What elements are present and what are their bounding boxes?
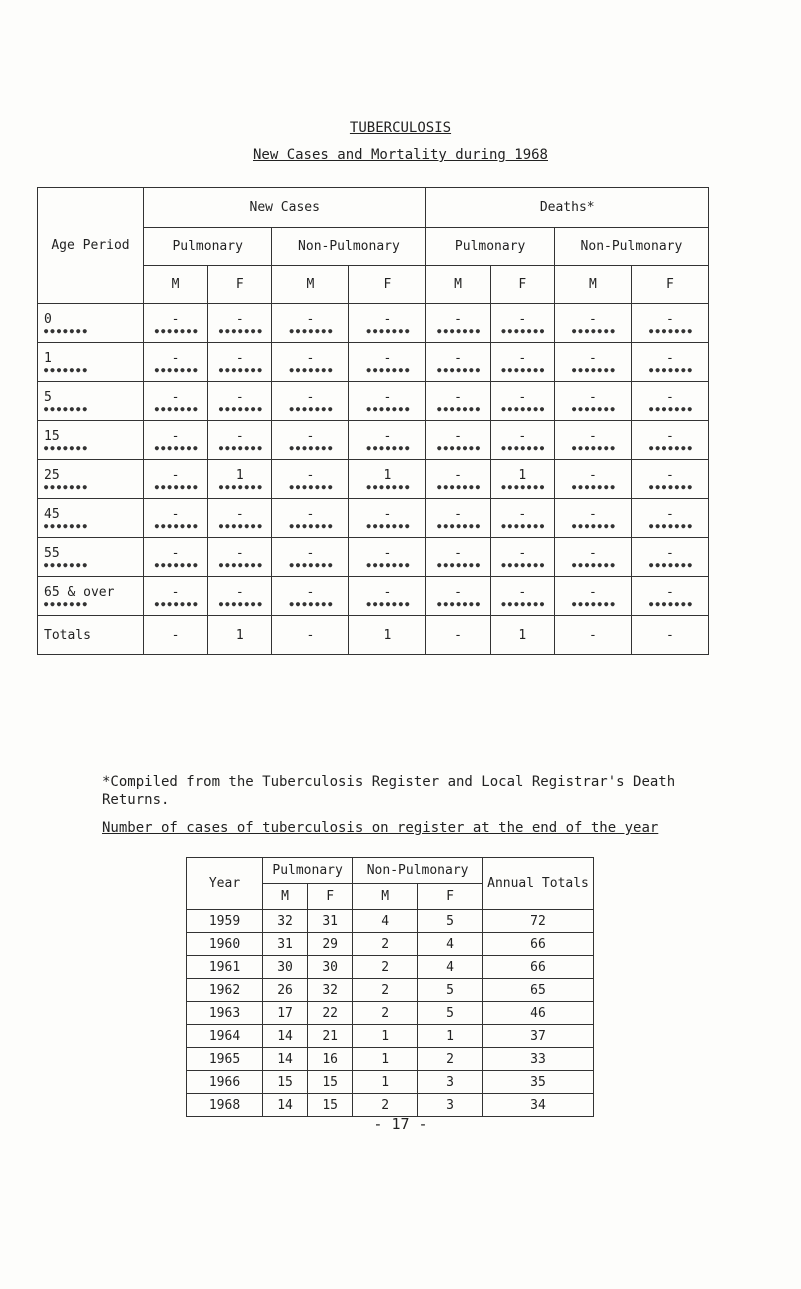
table-cell bbox=[208, 304, 272, 343]
table-cell bbox=[490, 343, 554, 382]
table-cell bbox=[349, 499, 426, 538]
cell-value: - bbox=[588, 584, 597, 600]
cell-value: - bbox=[454, 350, 462, 366]
table-cell: 1 bbox=[418, 1025, 483, 1048]
register-table bbox=[186, 857, 594, 1117]
table-cell bbox=[208, 382, 272, 421]
table-row bbox=[187, 910, 594, 933]
table-cell bbox=[554, 421, 631, 460]
table-cell: 30 bbox=[263, 956, 308, 979]
year-cell: 1966 bbox=[187, 1071, 263, 1094]
year-cell: 1961 bbox=[187, 956, 263, 979]
sex-header: F bbox=[418, 884, 483, 910]
table-cell bbox=[426, 421, 490, 460]
non-pulmonary-header: Non-Pulmonary bbox=[353, 858, 483, 884]
table-cell: 5 bbox=[418, 1002, 483, 1025]
cell-value: - bbox=[171, 506, 180, 522]
table-cell: 29 bbox=[308, 933, 353, 956]
table-cell bbox=[426, 577, 490, 616]
cell-value: - bbox=[383, 350, 392, 366]
cell-value: - bbox=[666, 584, 674, 600]
table-cell: 65 bbox=[483, 979, 594, 1002]
age-cell bbox=[38, 421, 144, 460]
cell-value: - bbox=[518, 311, 527, 327]
register-title: Number of cases of tuberculosis on register at the end of the year bbox=[102, 820, 659, 836]
table-cell: 17 bbox=[263, 1002, 308, 1025]
table-cell bbox=[272, 577, 349, 616]
table-cell bbox=[144, 421, 208, 460]
table-cell bbox=[631, 499, 708, 538]
table-cell: 37 bbox=[483, 1025, 594, 1048]
cell-value: 1 bbox=[235, 467, 244, 483]
table-cell: 34 bbox=[483, 1094, 594, 1117]
age-label: 1 bbox=[44, 350, 52, 366]
cell-value: - bbox=[306, 467, 315, 483]
table-cell bbox=[554, 304, 631, 343]
table-row bbox=[38, 421, 709, 460]
table-cell bbox=[490, 304, 554, 343]
footnote: *Compiled from the Tuberculosis Register and Local Registrar's Death Returns. bbox=[102, 774, 676, 808]
pulmonary-header: Pulmonary bbox=[263, 858, 353, 884]
cell-value: - bbox=[306, 428, 315, 444]
totals-label: Totals bbox=[38, 616, 144, 655]
table-row bbox=[187, 956, 594, 979]
cell-value: - bbox=[306, 389, 315, 405]
table-cell bbox=[631, 382, 708, 421]
table-cell: 30 bbox=[308, 956, 353, 979]
sex-header: M bbox=[263, 884, 308, 910]
totals-row bbox=[38, 616, 709, 655]
cell-value: - bbox=[588, 506, 597, 522]
age-label: 45 bbox=[44, 506, 60, 522]
age-cell bbox=[38, 577, 144, 616]
table-cell bbox=[554, 499, 631, 538]
table-cell bbox=[208, 343, 272, 382]
table-cell: 4 bbox=[418, 956, 483, 979]
table-cell: 26 bbox=[263, 979, 308, 1002]
sex-header: M bbox=[426, 266, 490, 304]
table-cell bbox=[272, 382, 349, 421]
table-cell: 5 bbox=[418, 979, 483, 1002]
table-cell bbox=[554, 343, 631, 382]
cell-value: - bbox=[588, 389, 597, 405]
totals-cell: - bbox=[272, 616, 349, 655]
page-number: - 17 - bbox=[373, 1115, 428, 1133]
year-cell: 1963 bbox=[187, 1002, 263, 1025]
table-cell bbox=[208, 499, 272, 538]
cell-value: - bbox=[666, 506, 674, 522]
table-cell: 15 bbox=[263, 1071, 308, 1094]
table-cell bbox=[426, 460, 490, 499]
page-subtitle: New Cases and Mortality during 1968 bbox=[252, 147, 548, 163]
cell-value: - bbox=[306, 311, 315, 327]
cell-value: - bbox=[588, 467, 597, 483]
cell-value: 1 bbox=[383, 467, 392, 483]
table-cell: 2 bbox=[353, 979, 418, 1002]
new-cases-deaths-table bbox=[37, 187, 709, 655]
cell-value: - bbox=[666, 311, 674, 327]
table-cell bbox=[208, 421, 272, 460]
table-row bbox=[187, 1025, 594, 1048]
cell-value: - bbox=[666, 428, 674, 444]
table-cell: 14 bbox=[263, 1048, 308, 1071]
table-row bbox=[187, 1048, 594, 1071]
sex-header: F bbox=[631, 266, 708, 304]
table-cell: 66 bbox=[483, 956, 594, 979]
age-cell bbox=[38, 343, 144, 382]
cell-value: - bbox=[518, 428, 527, 444]
table-row bbox=[38, 460, 709, 499]
table-cell: 1 bbox=[353, 1071, 418, 1094]
cell-value: - bbox=[171, 350, 180, 366]
cell-value: - bbox=[235, 545, 244, 561]
table-row bbox=[187, 933, 594, 956]
cell-value: - bbox=[518, 389, 527, 405]
cell-value: - bbox=[235, 584, 244, 600]
cell-value: - bbox=[588, 428, 597, 444]
table-cell bbox=[426, 382, 490, 421]
table-cell bbox=[631, 421, 708, 460]
year-cell: 1964 bbox=[187, 1025, 263, 1048]
table-cell bbox=[144, 343, 208, 382]
cell-value: - bbox=[454, 467, 462, 483]
table-row bbox=[187, 979, 594, 1002]
table-cell bbox=[272, 538, 349, 577]
cell-value: - bbox=[518, 545, 527, 561]
cell-value: - bbox=[171, 311, 180, 327]
table-cell bbox=[426, 499, 490, 538]
cell-value: - bbox=[518, 350, 527, 366]
table-cell: 2 bbox=[353, 1002, 418, 1025]
cell-value: - bbox=[518, 506, 527, 522]
year-cell: 1965 bbox=[187, 1048, 263, 1071]
table-cell: 15 bbox=[308, 1071, 353, 1094]
age-cell bbox=[38, 304, 144, 343]
table-cell bbox=[554, 460, 631, 499]
table-cell: 14 bbox=[263, 1094, 308, 1117]
year-cell: 1962 bbox=[187, 979, 263, 1002]
table-cell bbox=[490, 421, 554, 460]
cell-value: - bbox=[588, 311, 597, 327]
table-cell: 1 bbox=[353, 1048, 418, 1071]
table-cell bbox=[631, 538, 708, 577]
table-row bbox=[38, 538, 709, 577]
table-cell bbox=[631, 460, 708, 499]
table-cell bbox=[272, 499, 349, 538]
cell-value: - bbox=[454, 311, 462, 327]
table-cell: 4 bbox=[353, 910, 418, 933]
cell-value: - bbox=[454, 584, 462, 600]
table-cell: 2 bbox=[353, 956, 418, 979]
table-cell bbox=[144, 538, 208, 577]
age-cell bbox=[38, 538, 144, 577]
cell-value: - bbox=[383, 584, 392, 600]
cell-value: - bbox=[171, 545, 180, 561]
cell-value: - bbox=[666, 350, 674, 366]
table-cell: 32 bbox=[263, 910, 308, 933]
deaths-header: Deaths* bbox=[426, 188, 709, 228]
sex-header: M bbox=[272, 266, 349, 304]
cell-value: - bbox=[235, 428, 244, 444]
table-cell bbox=[554, 577, 631, 616]
table-cell bbox=[490, 460, 554, 499]
sub-header: Non-Pulmonary bbox=[272, 228, 426, 266]
table-cell: 33 bbox=[483, 1048, 594, 1071]
age-label: 65 & over bbox=[44, 584, 115, 600]
sub-header: Pulmonary bbox=[144, 228, 272, 266]
table-cell: 2 bbox=[353, 1094, 418, 1117]
table-row bbox=[187, 1002, 594, 1025]
sex-header: M bbox=[353, 884, 418, 910]
cell-value: - bbox=[383, 545, 392, 561]
year-cell: 1959 bbox=[187, 910, 263, 933]
age-cell bbox=[38, 499, 144, 538]
age-label: 0 bbox=[44, 311, 52, 327]
table-cell: 46 bbox=[483, 1002, 594, 1025]
age-label: 5 bbox=[44, 389, 52, 405]
year-cell: 1968 bbox=[187, 1094, 263, 1117]
totals-cell: - bbox=[554, 616, 631, 655]
cell-value: - bbox=[588, 545, 597, 561]
table-cell bbox=[272, 343, 349, 382]
new-cases-header: New Cases bbox=[144, 188, 426, 228]
table-cell bbox=[272, 304, 349, 343]
cell-value: - bbox=[454, 389, 462, 405]
cell-value: - bbox=[306, 350, 315, 366]
table-cell: 4 bbox=[418, 933, 483, 956]
page-title: TUBERCULOSIS bbox=[349, 120, 452, 136]
table-cell: 2 bbox=[418, 1048, 483, 1071]
table-cell bbox=[272, 421, 349, 460]
table-cell: 66 bbox=[483, 933, 594, 956]
table-cell bbox=[349, 382, 426, 421]
table-cell: 5 bbox=[418, 910, 483, 933]
cell-value: - bbox=[454, 545, 462, 561]
cell-value: - bbox=[666, 467, 674, 483]
table-row bbox=[38, 577, 709, 616]
age-period-header: Age Period bbox=[38, 188, 144, 304]
table-cell bbox=[208, 460, 272, 499]
table-cell bbox=[631, 577, 708, 616]
table-cell: 3 bbox=[418, 1094, 483, 1117]
table-row bbox=[187, 1094, 594, 1117]
sub-header: Non-Pulmonary bbox=[554, 228, 708, 266]
table-cell bbox=[490, 499, 554, 538]
cell-value: - bbox=[306, 506, 315, 522]
cell-value: - bbox=[518, 584, 527, 600]
table-row bbox=[38, 304, 709, 343]
table-cell bbox=[144, 304, 208, 343]
cell-value: - bbox=[383, 506, 392, 522]
cell-value: - bbox=[383, 428, 392, 444]
cell-value: - bbox=[171, 467, 180, 483]
sex-header: F bbox=[349, 266, 426, 304]
cell-value: - bbox=[306, 584, 315, 600]
cell-value: - bbox=[235, 311, 244, 327]
table-cell bbox=[349, 460, 426, 499]
table-row bbox=[38, 499, 709, 538]
cell-value: - bbox=[235, 350, 244, 366]
table-cell: 32 bbox=[308, 979, 353, 1002]
sub-header: Pulmonary bbox=[426, 228, 554, 266]
age-cell bbox=[38, 460, 144, 499]
table-row bbox=[38, 343, 709, 382]
totals-cell: - bbox=[426, 616, 490, 655]
cell-value: - bbox=[306, 545, 315, 561]
totals-cell: 1 bbox=[490, 616, 554, 655]
table-cell bbox=[490, 577, 554, 616]
sex-header: F bbox=[308, 884, 353, 910]
table-cell bbox=[554, 382, 631, 421]
table-cell bbox=[349, 577, 426, 616]
table-cell: 3 bbox=[418, 1071, 483, 1094]
table-cell bbox=[631, 304, 708, 343]
table-cell bbox=[631, 343, 708, 382]
cell-value: 1 bbox=[518, 467, 527, 483]
table-cell: 21 bbox=[308, 1025, 353, 1048]
cell-value: - bbox=[383, 311, 392, 327]
table-cell bbox=[349, 304, 426, 343]
table-row bbox=[38, 382, 709, 421]
table-cell: 14 bbox=[263, 1025, 308, 1048]
totals-cell: - bbox=[631, 616, 708, 655]
table-row bbox=[187, 1071, 594, 1094]
sex-header: F bbox=[208, 266, 272, 304]
cell-value: - bbox=[666, 389, 674, 405]
table-cell bbox=[144, 460, 208, 499]
table-cell bbox=[426, 304, 490, 343]
cell-value: - bbox=[171, 389, 180, 405]
table-cell: 35 bbox=[483, 1071, 594, 1094]
table-cell bbox=[144, 382, 208, 421]
cell-value: - bbox=[235, 389, 244, 405]
table-cell bbox=[490, 538, 554, 577]
table-cell bbox=[208, 538, 272, 577]
age-label: 25 bbox=[44, 467, 60, 483]
cell-value: - bbox=[383, 389, 392, 405]
table-cell bbox=[349, 343, 426, 382]
cell-value: - bbox=[171, 584, 180, 600]
table-cell: 31 bbox=[308, 910, 353, 933]
age-cell bbox=[38, 382, 144, 421]
table-cell: 22 bbox=[308, 1002, 353, 1025]
table-cell bbox=[349, 538, 426, 577]
table-cell bbox=[490, 382, 554, 421]
year-cell: 1960 bbox=[187, 933, 263, 956]
table-cell bbox=[272, 460, 349, 499]
table-cell: 16 bbox=[308, 1048, 353, 1071]
cell-value: - bbox=[454, 428, 462, 444]
sex-header: M bbox=[144, 266, 208, 304]
cell-value: - bbox=[171, 428, 180, 444]
cell-value: - bbox=[454, 506, 462, 522]
table-cell: 1 bbox=[353, 1025, 418, 1048]
totals-cell: 1 bbox=[208, 616, 272, 655]
table-cell bbox=[144, 577, 208, 616]
totals-cell: 1 bbox=[349, 616, 426, 655]
table-cell bbox=[208, 577, 272, 616]
table-cell: 72 bbox=[483, 910, 594, 933]
age-label: 55 bbox=[44, 545, 60, 561]
table-cell bbox=[426, 343, 490, 382]
year-header: Year bbox=[187, 858, 263, 910]
table-cell bbox=[426, 538, 490, 577]
cell-value: - bbox=[588, 350, 597, 366]
table-cell: 15 bbox=[308, 1094, 353, 1117]
table-cell: 31 bbox=[263, 933, 308, 956]
cell-value: - bbox=[666, 545, 674, 561]
table-cell bbox=[554, 538, 631, 577]
table-cell bbox=[144, 499, 208, 538]
sex-header: F bbox=[490, 266, 554, 304]
totals-cell: - bbox=[144, 616, 208, 655]
table-cell: 2 bbox=[353, 933, 418, 956]
annual-totals-header: Annual Totals bbox=[483, 858, 594, 910]
table-cell bbox=[349, 421, 426, 460]
age-label: 15 bbox=[44, 428, 60, 444]
cell-value: - bbox=[235, 506, 244, 522]
sex-header: M bbox=[554, 266, 631, 304]
